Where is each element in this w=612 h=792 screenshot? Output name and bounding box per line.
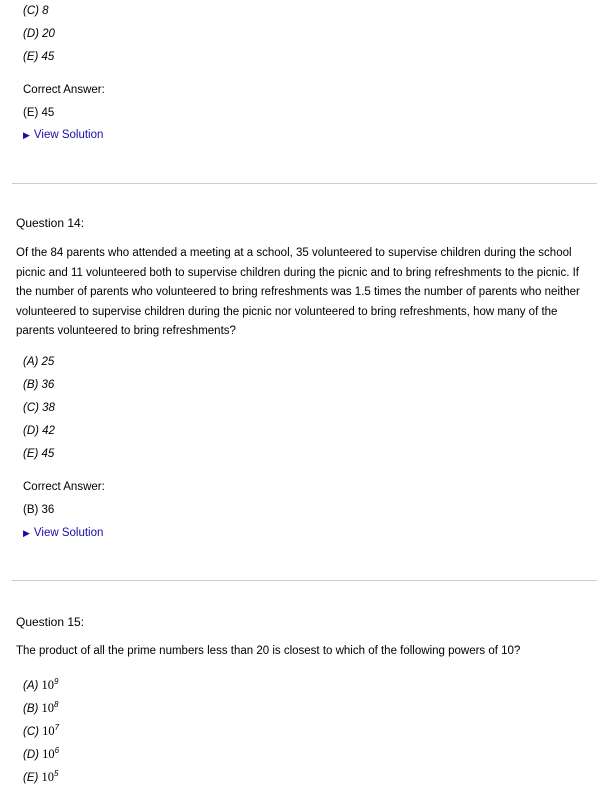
q15-option-e [23, 770, 59, 785]
q14-correct-answer-label: Correct Answer: [23, 481, 105, 493]
q14-view-solution-label: View Solution [33, 527, 104, 539]
prev-correct-answer-value: (E) 45 [23, 107, 55, 119]
q15-option-a [23, 678, 59, 693]
q15-option-d [23, 747, 59, 762]
q14-option-c: (C) 38 [23, 402, 55, 414]
q14-option-b: (B) 36 [23, 379, 55, 391]
q15-option-exponent: 8 [54, 700, 59, 710]
q15-option-b [23, 701, 59, 716]
q15-option-base: 10 [41, 678, 55, 692]
q15-option-base: 10 [42, 724, 55, 738]
q15-option-exponent: 9 [54, 677, 59, 687]
q14-view-solution-link[interactable] [23, 527, 103, 539]
q14-option-e: (E) 45 [23, 448, 55, 460]
prev-option-d: (D) 20 [23, 28, 55, 40]
divider [12, 580, 597, 581]
prev-view-solution-label: View Solution [33, 129, 104, 141]
q14-option-a: (A) 25 [23, 356, 55, 368]
divider [12, 183, 597, 184]
q15-option-c [23, 724, 59, 739]
q15-option-exponent: 7 [54, 723, 60, 733]
question-14-text: Of the 84 parents who attended a meeting at a school, 35 volunteered to supervise children during the school picnic and 11 volunteered both to supervise children during the picnic and to bring refreshments to the picnic. If the number of parents who volunteered to bring refreshments was 1.5 times the number of parents who neither volunteered to supervise children during the picnic nor volunteered to bring refreshments, how many of the parents volunteered to bring refreshments? [16, 247, 580, 337]
q15-option-letter: (A) [23, 680, 39, 692]
q15-option-exponent: 6 [54, 746, 60, 756]
q15-option-letter: (D) [23, 749, 39, 761]
triangle-right-icon: ▶ [23, 130, 30, 140]
q15-option-exponent: 5 [54, 769, 59, 779]
question-15-title: Question 15: [16, 615, 85, 629]
triangle-right-icon: ▶ [23, 528, 30, 538]
question-15-text: The product of all the prime numbers less than 20 is closest to which of the following powers of 10? [16, 645, 521, 657]
q15-option-letter: (E) [23, 772, 39, 784]
prev-option-c: (C) 8 [23, 5, 49, 17]
question-14-title: Question 14: [16, 216, 85, 230]
prev-view-solution-link[interactable] [23, 129, 103, 141]
q14-correct-answer-value: (B) 36 [23, 504, 55, 516]
q14-option-d: (D) 42 [23, 425, 55, 437]
prev-correct-answer-label: Correct Answer: [23, 84, 105, 96]
q15-option-base: 10 [41, 770, 55, 784]
q15-option-base: 10 [41, 701, 55, 715]
prev-option-e: (E) 45 [23, 51, 55, 63]
q15-option-base: 10 [42, 747, 55, 761]
q15-option-letter: (B) [23, 703, 39, 715]
q15-option-letter: (C) [23, 726, 39, 738]
